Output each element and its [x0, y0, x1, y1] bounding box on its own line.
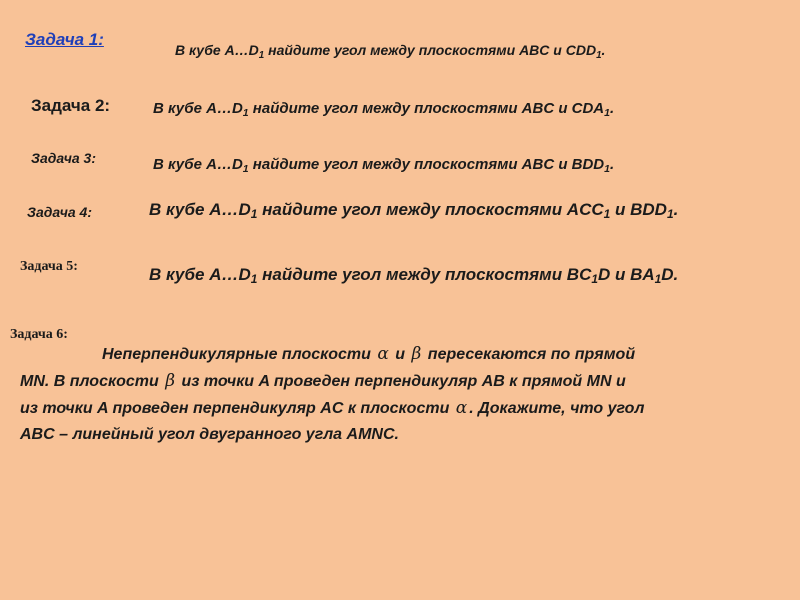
task-4-text-a: В кубе A…D [149, 200, 251, 219]
task-4-text-d: . [673, 200, 679, 219]
subscript: 1 [604, 163, 610, 175]
beta-symbol: β [165, 371, 176, 391]
task-6-text [20, 341, 795, 448]
task-6-line-1 [20, 341, 795, 368]
task-6-l2b: из точки A проведен перпендикуляр AB к прямой MN и [181, 373, 626, 390]
subscript: 1 [242, 107, 249, 119]
task-6-l2a: MN. В плоскости [20, 373, 159, 390]
task-1-text-b: найдите угол между плоскостями ABC и CDD [264, 42, 597, 58]
task-5-text-b: найдите угол между плоскостями BC [257, 265, 592, 284]
task-3-text-a: В кубе A…D [153, 156, 243, 173]
subscript: 1 [604, 107, 610, 119]
subscript: 1 [596, 50, 602, 61]
task-3-text-b: найдите угол между плоскостями ABC и BDD [248, 156, 605, 173]
task-5-text [149, 265, 678, 286]
task-5-text-c: D и BA [597, 265, 655, 284]
task-2-text [153, 100, 614, 119]
subscript: 1 [603, 207, 611, 221]
subscript: 1 [258, 50, 265, 61]
task-5-text-d: D. [661, 265, 679, 284]
beta-symbol: β [411, 344, 422, 364]
subscript: 1 [591, 272, 598, 286]
subscript: 1 [666, 207, 674, 221]
task-1-label: Задача 1: [25, 30, 104, 49]
alpha-symbol: α [377, 344, 389, 364]
task-6-line-3 [20, 395, 795, 422]
task-6-l1b: и [395, 346, 406, 363]
task-5-label: Задача 5: [20, 259, 78, 274]
task-6-l3b: . Докажите, что угол [469, 400, 645, 417]
subscript: 1 [250, 272, 258, 286]
task-6-line-4: ABC – линейный угол двугранного угла AMNC. [20, 426, 399, 443]
task-2-text-b: найдите угол между плоскостями ABC и CDA [248, 100, 605, 117]
subscript: 1 [654, 272, 662, 286]
task-1-text-c: . [601, 42, 606, 58]
alpha-symbol: α [455, 398, 468, 418]
task-5-text-a: В кубе A…D [149, 265, 251, 284]
task-4-text-c: и BDD [610, 200, 667, 219]
task-4-text-b: найдите угол между плоскостями ACC [257, 200, 604, 219]
task-3-text-c: . [610, 156, 615, 173]
task-6-l3a: из точки A проведен перпендикуляр AC к плоскости [20, 400, 450, 417]
task-1-text-a: В кубе A…D [175, 42, 259, 58]
task-2-text-a: В кубе A…D [153, 100, 243, 117]
task-6-line-2 [20, 368, 795, 395]
task-4-text [149, 200, 678, 221]
task-6-label: Задача 6: [10, 327, 68, 342]
task-2-text-c: . [610, 100, 615, 117]
subscript: 1 [242, 163, 249, 175]
subscript: 1 [250, 207, 258, 221]
task-1-text [175, 42, 605, 61]
task-2-label: Задача 2: [31, 96, 111, 115]
task-3-label: Задача 3: [31, 150, 96, 166]
task-3-text [153, 156, 614, 175]
task-6-l1a: Неперпендикулярные плоскости [102, 346, 371, 363]
task-6-l1c: пересекаются по прямой [427, 346, 636, 363]
task-4-label: Задача 4: [27, 204, 92, 220]
